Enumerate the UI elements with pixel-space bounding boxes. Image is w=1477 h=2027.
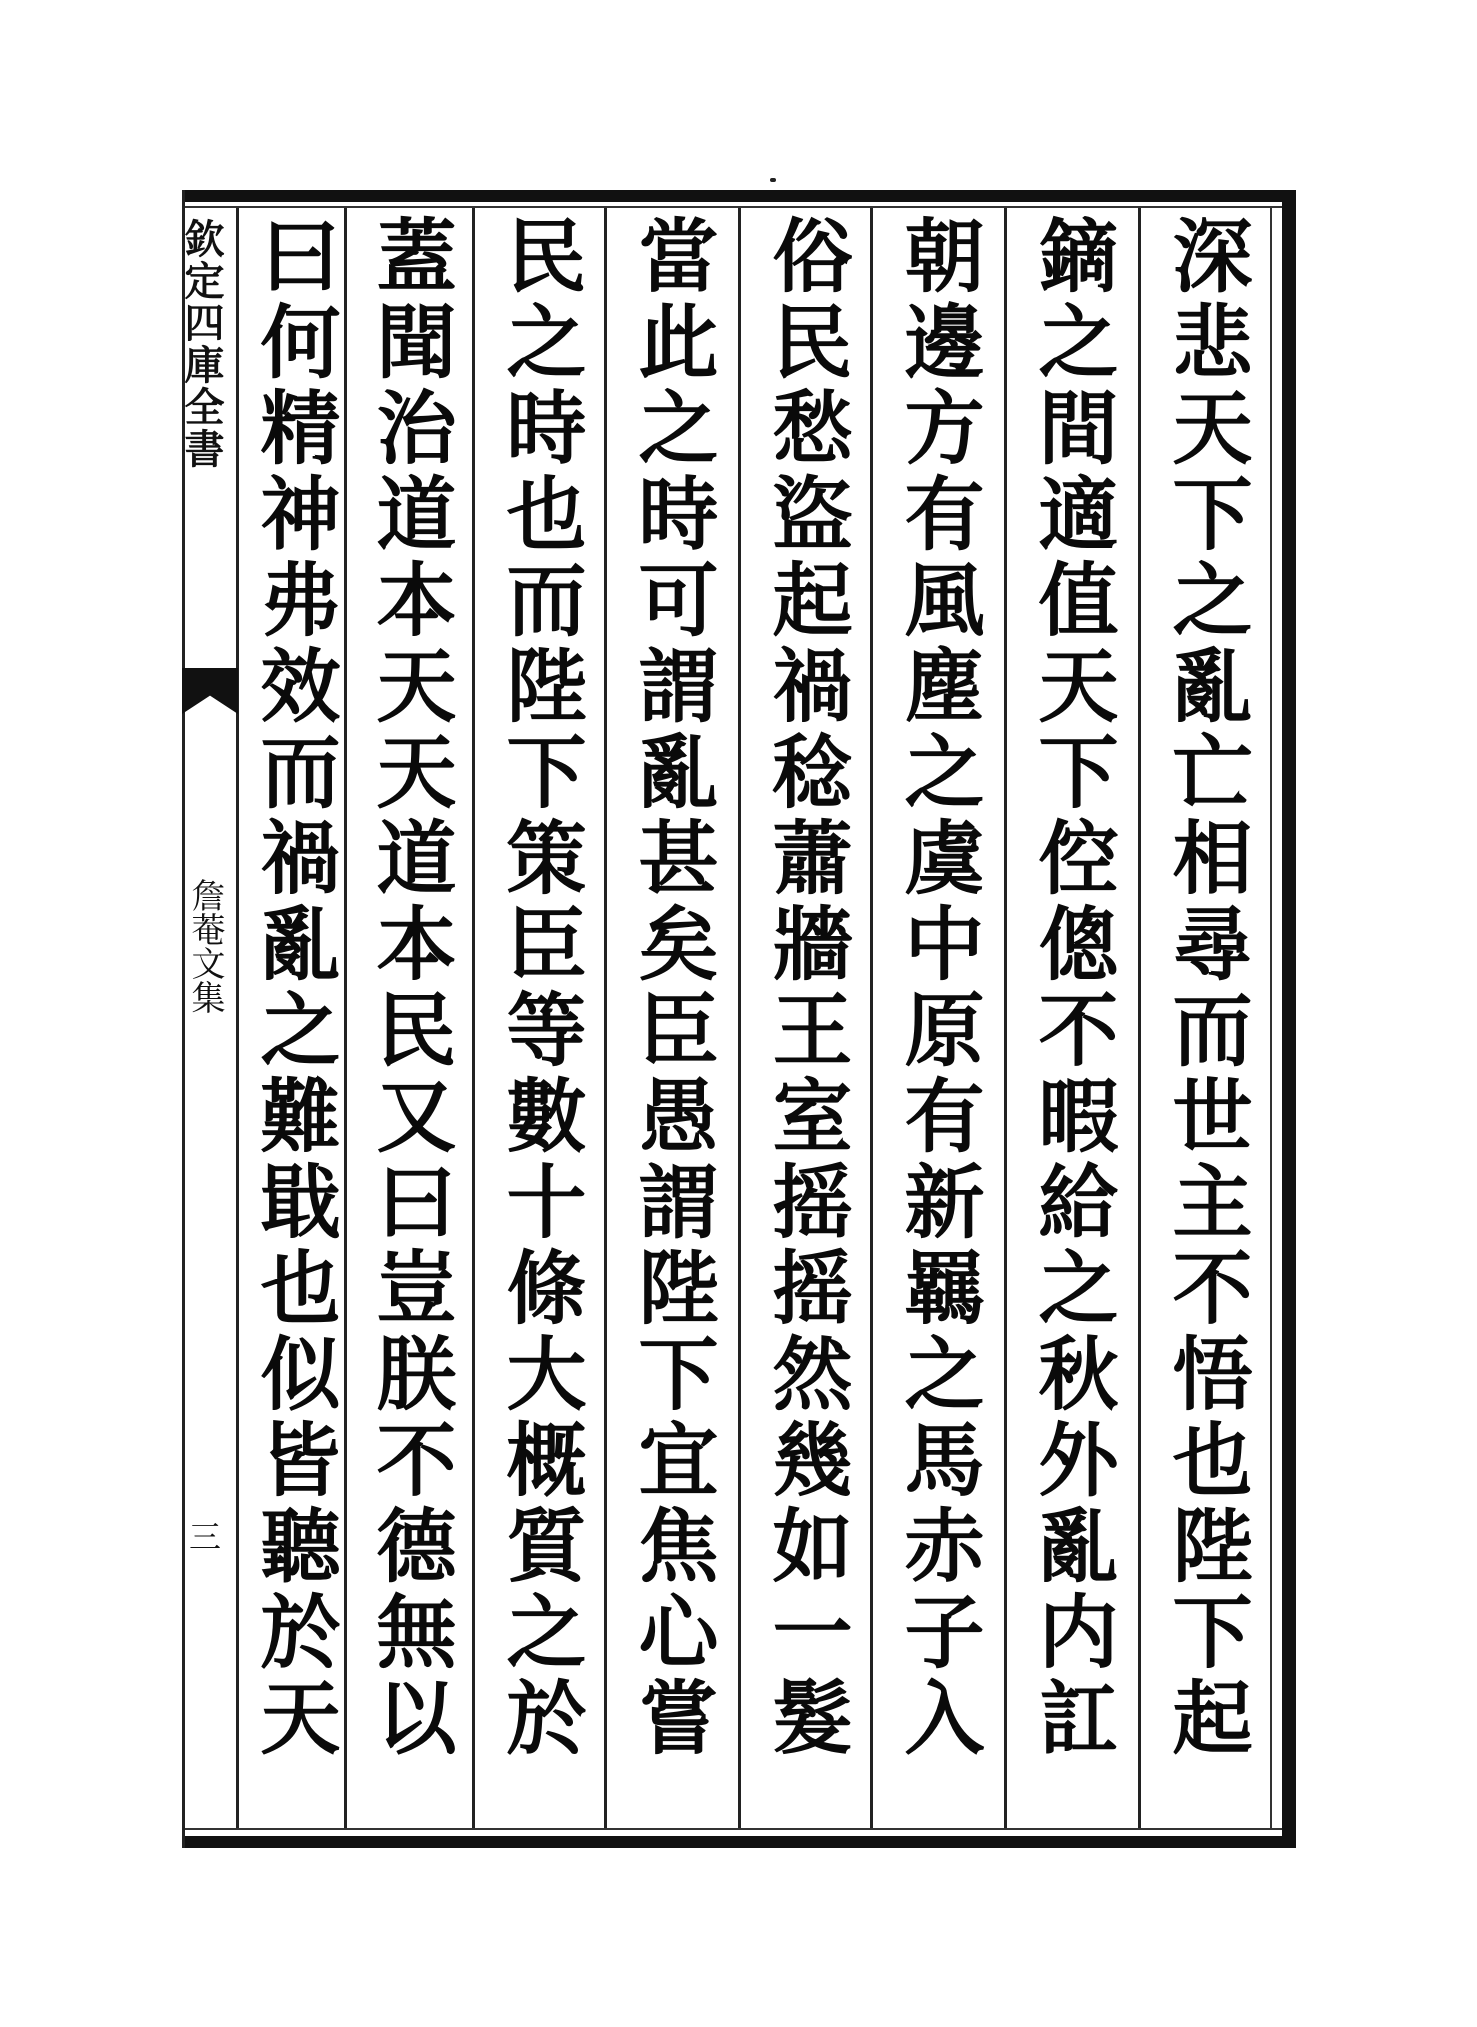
text-column: 曰何精神弗效而禍亂之難戢也似皆聽於天 [247,214,341,1762]
text-column: 當此之時可謂亂甚矣臣愚謂陛下宜焦心嘗 [625,214,719,1762]
text-column: 深悲天下之亂亡相尋而世主不悟也陛下起 [1159,214,1253,1762]
margin-book-title: 詹菴文集 [185,878,225,1014]
frame-bottom-inner-line [182,1828,1296,1830]
frame-right-inner-line [1270,206,1272,1830]
text-column: 蓋聞治道本天天道本民又曰豈朕不德無以 [363,214,457,1762]
text-column: 民之時也而陛下策臣等數十條大概質之於 [493,214,587,1762]
text-column: 俗民愁盜起禍稔蕭牆王室摇摇然幾如一髮 [759,214,853,1762]
frame-top-border [182,190,1296,202]
column-divider [472,208,475,1828]
column-divider [738,208,741,1828]
ink-speck [770,178,776,182]
frame-bottom-border [182,1836,1296,1848]
column-divider [870,208,873,1828]
column-divider [1004,208,1007,1828]
margin-collection-title: 欽定四庫全書 [178,218,225,470]
frame-right-border [1282,190,1296,1848]
margin-page-number: 三 [184,1520,222,1552]
text-column: 朝邊方有風塵之虞中原有新羈之馬赤子入 [891,214,985,1762]
column-divider [1138,208,1141,1828]
text-column: 鏑之間適值天下倥傯不暇給之秋外亂内訌 [1025,214,1119,1762]
column-divider [604,208,607,1828]
